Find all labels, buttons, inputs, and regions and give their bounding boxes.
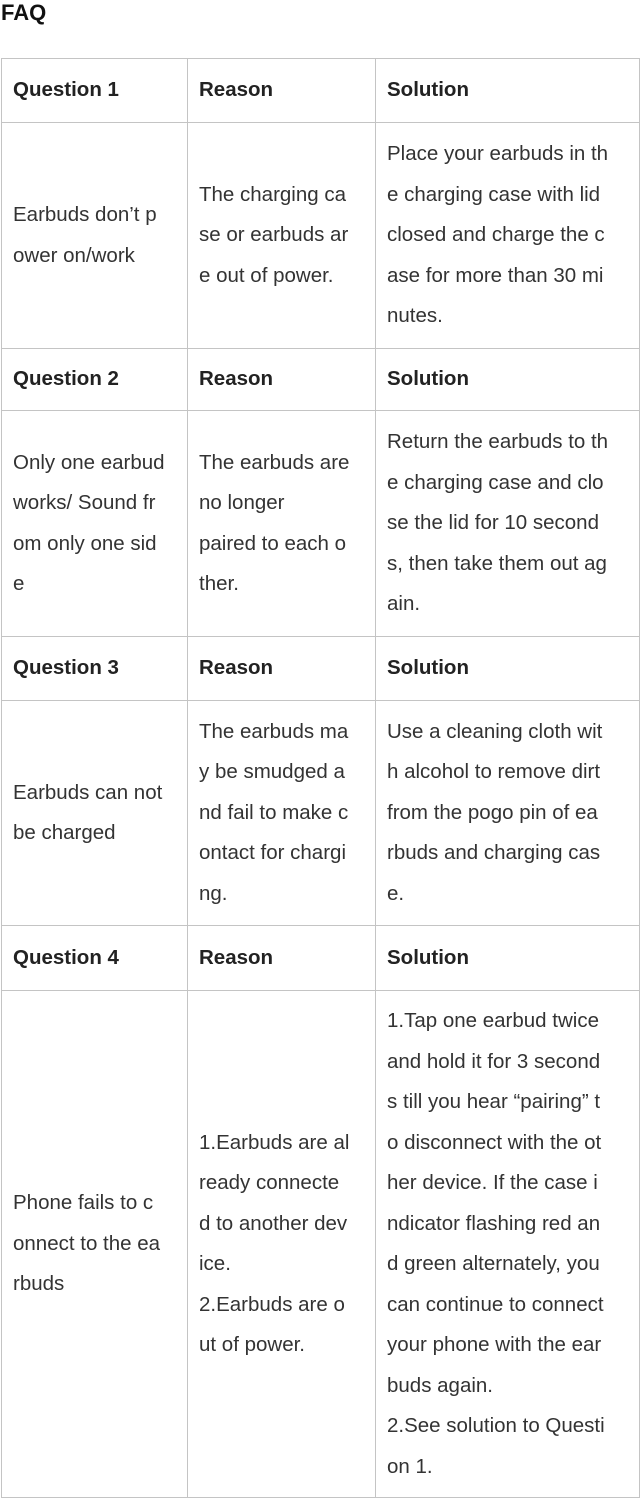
cell-line: s till you hear “pairing” t bbox=[387, 1090, 601, 1113]
reason-cell bbox=[188, 123, 376, 349]
cell-line: paired to each o bbox=[199, 531, 347, 555]
cell-line: ut of power. bbox=[199, 1333, 305, 1356]
question-header: Question 3 bbox=[2, 637, 188, 701]
cell-line: e. bbox=[387, 881, 405, 905]
solution-cell bbox=[376, 701, 640, 926]
reason-cell bbox=[188, 701, 376, 926]
reason-header: Reason bbox=[188, 59, 376, 123]
cell-line: nutes. bbox=[387, 304, 443, 328]
reason-cell bbox=[188, 411, 376, 637]
cell-line: Earbuds don’t p bbox=[13, 203, 157, 226]
cell-line: d green alternately, you bbox=[387, 1252, 600, 1275]
cell-line: Only one earbud bbox=[13, 450, 165, 474]
cell-line: s, then take them out ag bbox=[387, 551, 607, 575]
cell-line: 2.See solution to Questi bbox=[387, 1414, 605, 1437]
reason-header: Reason bbox=[188, 637, 376, 701]
table-row bbox=[2, 991, 640, 1498]
cell-line: and hold it for 3 second bbox=[387, 1049, 601, 1073]
page-title: FAQ bbox=[1, 0, 47, 25]
solution-header: Solution bbox=[376, 926, 640, 991]
cell-line: se or earbuds ar bbox=[199, 223, 349, 247]
cell-line: 2.Earbuds are o bbox=[199, 1292, 345, 1316]
question-cell bbox=[2, 411, 188, 637]
cell-line: your phone with the ear bbox=[387, 1333, 602, 1356]
cell-line: ice. bbox=[199, 1252, 231, 1275]
question-cell bbox=[2, 991, 188, 1498]
cell-line: rbuds and charging cas bbox=[387, 841, 601, 865]
cell-line: The earbuds are bbox=[199, 450, 350, 474]
cell-line: Place your earbuds in th bbox=[387, 142, 609, 166]
reason-cell bbox=[188, 991, 376, 1498]
table-row bbox=[2, 411, 640, 637]
reason-header: Reason bbox=[188, 926, 376, 991]
cell-line: be charged bbox=[13, 821, 116, 844]
cell-line: ontact for chargi bbox=[199, 841, 346, 865]
solution-header: Solution bbox=[376, 349, 640, 411]
question-header: Question 2 bbox=[2, 349, 188, 411]
cell-line: se the lid for 10 second bbox=[387, 511, 599, 535]
cell-line: ready connecte bbox=[199, 1171, 340, 1194]
cell-line: 1.Tap one earbud twice bbox=[387, 1009, 599, 1032]
cell-line: rbuds bbox=[13, 1272, 65, 1296]
solution-cell bbox=[376, 123, 640, 349]
faq-table bbox=[1, 58, 640, 1498]
cell-line: closed and charge the c bbox=[387, 223, 605, 247]
cell-line: e charging case and clo bbox=[387, 470, 604, 494]
cell-line: on 1. bbox=[387, 1454, 433, 1478]
cell-line: e bbox=[13, 572, 25, 595]
cell-line: h alcohol to remove dirt bbox=[387, 760, 601, 784]
header-row bbox=[2, 637, 640, 701]
cell-line: The charging ca bbox=[199, 182, 347, 206]
cell-line: o disconnect with the ot bbox=[387, 1130, 602, 1154]
cell-line: no longer bbox=[199, 491, 285, 514]
cell-line: ther. bbox=[199, 572, 239, 595]
cell-line: ower on/work bbox=[13, 243, 135, 267]
solution-header: Solution bbox=[376, 637, 640, 701]
header-row bbox=[2, 926, 640, 991]
cell-line: y be smudged a bbox=[199, 760, 345, 784]
cell-line: works/ Sound fr bbox=[13, 491, 156, 514]
cell-line: Earbuds can not bbox=[13, 780, 163, 804]
cell-line: can continue to connect bbox=[387, 1292, 604, 1316]
header-row bbox=[2, 349, 640, 411]
solution-header: Solution bbox=[376, 59, 640, 123]
cell-line: nd fail to make c bbox=[199, 800, 349, 824]
cell-line: Return the earbuds to th bbox=[387, 430, 609, 454]
cell-line: from the pogo pin of ea bbox=[387, 800, 598, 824]
question-header: Question 1 bbox=[2, 59, 188, 123]
cell-line: ndicator flashing red an bbox=[387, 1211, 601, 1235]
cell-line: d to another dev bbox=[199, 1211, 348, 1235]
table-row bbox=[2, 701, 640, 926]
solution-cell bbox=[376, 991, 640, 1498]
solution-cell bbox=[376, 411, 640, 637]
cell-line: Phone fails to c bbox=[13, 1191, 154, 1215]
reason-header: Reason bbox=[188, 349, 376, 411]
cell-line: e out of power. bbox=[199, 263, 334, 287]
question-cell bbox=[2, 701, 188, 926]
cell-line: The earbuds ma bbox=[199, 719, 349, 743]
cell-line: ase for more than 30 mi bbox=[387, 263, 604, 287]
cell-line: her device. If the case i bbox=[387, 1171, 598, 1194]
cell-line: buds again. bbox=[387, 1373, 494, 1397]
cell-line: onnect to the ea bbox=[13, 1231, 161, 1255]
cell-line: Use a cleaning cloth wit bbox=[387, 719, 603, 743]
table-row bbox=[2, 123, 640, 349]
question-header: Question 4 bbox=[2, 926, 188, 991]
cell-line: e charging case with lid bbox=[387, 182, 601, 206]
cell-line: ain. bbox=[387, 592, 421, 616]
header-row bbox=[2, 59, 640, 123]
cell-line: 1.Earbuds are al bbox=[199, 1130, 350, 1154]
question-cell bbox=[2, 123, 188, 349]
cell-line: ng. bbox=[199, 881, 228, 905]
cell-line: om only one sid bbox=[13, 531, 157, 555]
